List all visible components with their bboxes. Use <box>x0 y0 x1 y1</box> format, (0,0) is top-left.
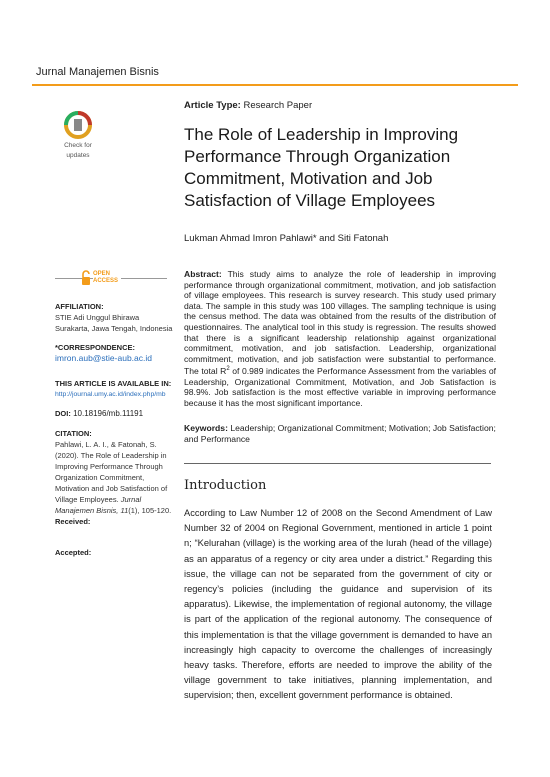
article-type-value: Research Paper <box>243 100 313 111</box>
availability-heading: THIS ARTICLE IS AVAILABLE IN: <box>55 379 172 388</box>
keywords <box>184 423 496 444</box>
badge-label-2: updates <box>66 151 90 159</box>
header-rule <box>32 84 518 86</box>
open-label: OPEN <box>93 271 111 277</box>
open-access-logo <box>55 270 167 288</box>
check-for-updates-badge[interactable] <box>56 110 100 168</box>
citation-journal: Jurnal Manajemen Bisnis, <box>55 495 142 515</box>
abstract <box>184 269 496 409</box>
availability-url[interactable]: http://journal.umy.ac.id/index.php/mb <box>55 391 166 398</box>
abstract-label: Abstract: <box>184 269 222 279</box>
section-divider <box>184 463 491 464</box>
citation-pages: (1), 105-120. <box>128 506 172 515</box>
affiliation-heading: AFFILIATION: <box>55 302 104 311</box>
doi-block <box>55 408 175 419</box>
affiliation-text: STIE Adi Unggul Bhirawa Surakarta, Jawa Tengah, Indonesia <box>55 313 173 333</box>
abstract-superscript: 2 <box>226 366 230 373</box>
introduction-body: According to Law Number 12 of 2008 on the Second Amendment of Law Number 32 of 2004 on Regional Government, mentioned in article 1 point n; “Kelurahan (village) is the working area of the lurah (head of the village) as an apparatus of a regency or city area under a district.” Regarding this issue, the village can not be separated from the government of city or regency’s policies (including the guidance and supervision of its apparatus). Likewise, the implementation of regional autonomy, the village is part of the application of the regional autonomy. The consequence of this implementation is that the village government is demanded to have an increasingly high capacity to overcome the challenges of increasingly heavy tasks. Therefore, efforts are needed to improve the ability of the village government to take initiatives, planning implementation, and supervision; then, excellent government performance is obtained. <box>184 508 492 701</box>
citation-volume: 11 <box>120 506 129 515</box>
accepted-label: Accepted: <box>55 548 92 557</box>
citation-block <box>55 428 175 516</box>
correspondence-email[interactable]: imron.aub@stie-aub.ac.id <box>55 353 152 363</box>
correspondence-block <box>55 342 175 364</box>
citation-heading: CITATION: <box>55 429 92 438</box>
affiliation-block <box>55 301 175 334</box>
article-type-label: Article Type: <box>184 100 241 111</box>
correspondence-heading: *CORRESPONDENCE: <box>55 343 136 352</box>
access-label: ACCESS <box>93 278 119 284</box>
paper-title: The Role of Leadership in Improving Performance Through Organization Commitment, Motivation and Job Satisfaction of Village Employees <box>184 125 459 210</box>
crossmark-icon <box>63 110 93 140</box>
keywords-text: Leadership; Organizational Commitment; Motivation; Job Satisfaction; and Performance <box>184 423 496 444</box>
article-type <box>184 100 312 111</box>
keywords-label: Keywords: <box>184 423 228 433</box>
citation-text: Pahlawi, L. A. I., & Fatonah, S. (2020). The Role of Leadership in Improving Performance Through Organization Commitment, Motivation and Job Satisfaction of Village Employees. <box>55 440 168 504</box>
journal-name: Jurnal Manajemen Bisnis <box>36 66 159 78</box>
authors: Lukman Ahmad Imron Pahlawi* and Siti Fatonah <box>184 233 389 244</box>
availability-block <box>55 378 175 400</box>
abstract-text-b: of 0.989 indicates the Performance Assessment from the variables of Leadership, Organizational Commitment, Motivation, and Job Satisfaction is 98.9%. Job satisfaction is the most effective variable in improving performance because it has the most significant importance. <box>184 366 496 408</box>
doi-value[interactable]: 10.18196/mb.11191 <box>73 409 144 418</box>
abstract-text-a: This study aims to analyze the role of leadership in improving performance through organizational commitment, motivation, and job satisfaction of village employees. This research is survey research. This study used primary data. The sample in this study was 100 villages. The sampling technique is using the census method. The data was obtained from the results of the distribution of questionnaires. The analytical tool in this study is regression. The results showed that there is a significant leadership relationship against organizational commitment, motivation, and job satisfaction. Leadership, organizational commitment, motivation, and job satisfaction were substantial to performance. The total R <box>184 269 497 377</box>
introduction-heading: Introduction <box>184 478 267 493</box>
doi-label: DOI: <box>55 409 71 418</box>
open-lock-icon <box>81 270 91 286</box>
badge-label-1: Check for <box>64 142 92 149</box>
received-label: Received: <box>55 517 91 526</box>
